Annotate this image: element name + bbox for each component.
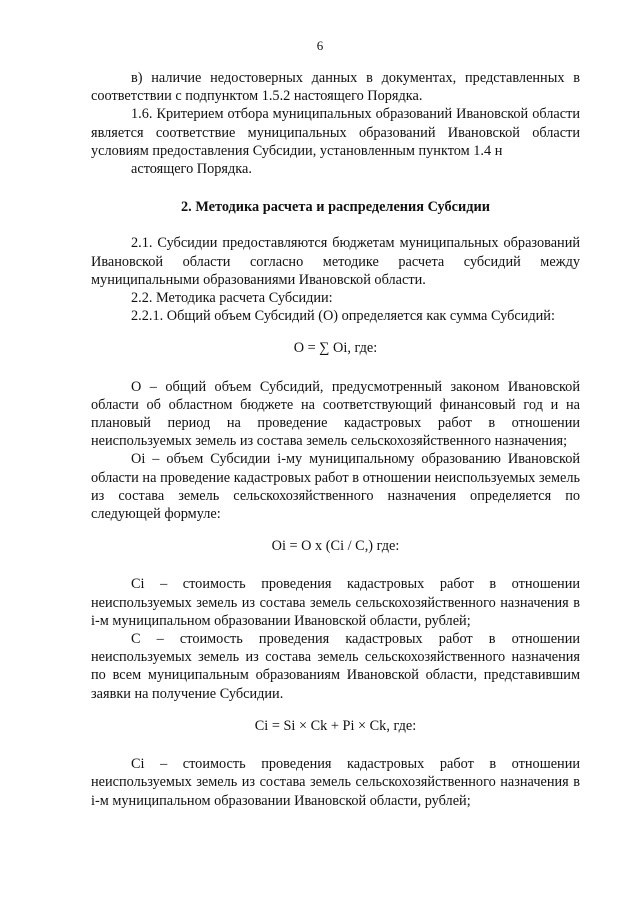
- document-body: [91, 69, 580, 810]
- paragraph-1-6: 1.6. Критерием отбора муниципальных образований Ивановской области является соответствие муниципальных образований Ивановской области условиям предоставления Субсидии, установленным пунктом 1.4 н: [91, 106, 580, 159]
- section-heading: 2. Методика расчета и распределения Субсидии: [181, 199, 490, 216]
- paragraph-2-2-1: 2.2.1. Общий объем Субсидий (О) определяется как сумма Субсидий:: [131, 308, 555, 325]
- formula-ci: Сi = Si × Ck + Pi × Ck, где:: [254, 717, 417, 734]
- definition-oi: Оi – объем Субсидии i-му муниципальному образованию Ивановской области на проведение кадастровых работ в отношении неиспользуемых земель из состава земель сельскохозяйственного назначения определяется по следующей формуле:: [91, 451, 580, 523]
- definition-o: О – общий объем Субсидий, предусмотренный законом Ивановской области об областном бюджете на соответствующий финансовый год и на плановый период на проведение кадастровых работ в отношении неиспользуемых земель из состава земель сельскохозяйственного назначения;: [91, 378, 580, 450]
- paragraph-2-1: 2.1. Субсидии предоставляются бюджетам муниципальных образований Ивановской области согласно методике расчета субсидий между муниципальными образованиями Ивановской области.: [91, 235, 580, 288]
- definition-ci-repeat: Сi – стоимость проведения кадастровых работ в отношении неиспользуемых земель из состава земель сельскохозяйственного назначения в i-м муниципальном образовании Ивановской области, рублей;: [91, 756, 580, 809]
- formula-total: О = ∑ Оi, где:: [293, 340, 378, 357]
- paragraph-1-6-continuation: астоящего Порядка.: [131, 161, 252, 178]
- page-number: 6: [316, 38, 324, 53]
- definition-ci: Сi – стоимость проведения кадастровых работ в отношении неиспользуемых земель из состава земель сельскохозяйственного назначения в i-м муниципальном образовании Ивановской области, рублей;: [91, 576, 580, 629]
- paragraph-item-v: в) наличие недостоверных данных в документах, представленных в соответствии с подпунктом 1.5.2 настоящего Порядка.: [91, 70, 580, 105]
- formula-oi: Оi = О x (Сi / С,) где:: [271, 538, 400, 555]
- definition-c: С – стоимость проведения кадастровых работ в отношении неиспользуемых земель из состава земель сельскохозяйственного назначения по всем муниципальным образованиям Ивановской области, представившим заявки на получение Субсидии.: [91, 631, 580, 702]
- paragraph-2-2: 2.2. Методика расчета Субсидии:: [131, 290, 333, 307]
